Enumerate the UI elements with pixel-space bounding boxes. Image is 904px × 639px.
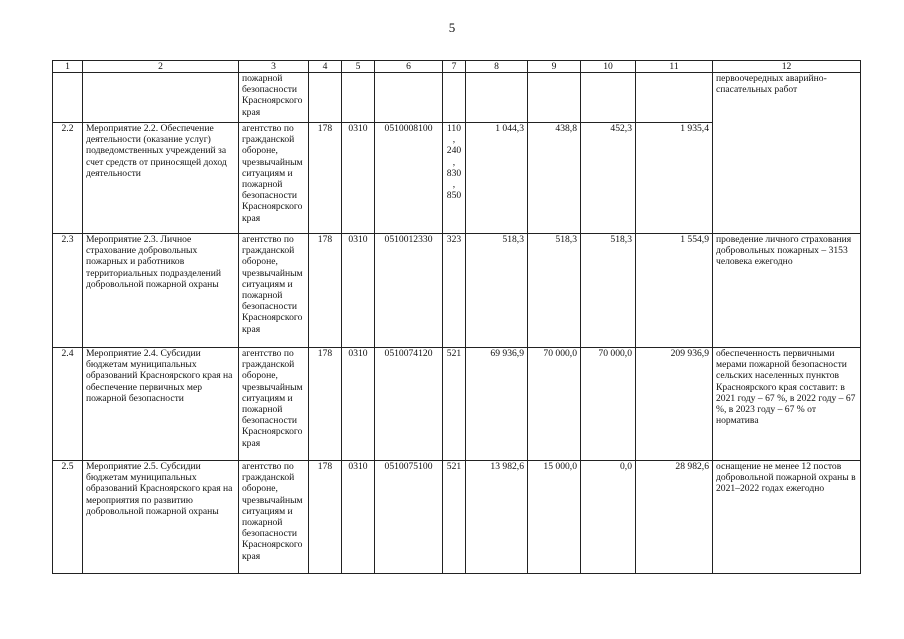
amount-col-10: 70 000,0 [581, 348, 636, 461]
page-number: 5 [448, 20, 456, 35]
row-number: 2.4 [53, 348, 83, 461]
section-code: 0310 [342, 461, 375, 574]
responsible-agency: агентство по гражданской обороне, чрезвычайным ситуациям и пожарной безопасности Красноярского края [239, 461, 309, 574]
col-header-11: 11 [636, 61, 713, 73]
amount-col-10: 518,3 [581, 234, 636, 348]
header-row [53, 61, 861, 73]
table-row [53, 73, 861, 123]
table-row [53, 234, 861, 348]
table-row [53, 461, 861, 574]
section-code: 0310 [342, 123, 375, 234]
amount-col-8: 1 044,3 [466, 123, 528, 234]
col-header-9: 9 [528, 61, 581, 73]
col-header-12: 12 [713, 61, 861, 73]
amount-col-8: 69 936,9 [466, 348, 528, 461]
grbs-code: 178 [309, 461, 342, 574]
amount-total: 209 936,9 [636, 348, 713, 461]
expected-result: оснащение не менее 12 постов добровольной пожарной охраны в 2021–2022 годах ежегодно [713, 461, 861, 574]
section-code: 0310 [342, 234, 375, 348]
table-row [53, 348, 861, 461]
amount-col-9: 518,3 [528, 234, 581, 348]
grbs-code [309, 73, 342, 123]
grbs-code: 178 [309, 348, 342, 461]
responsible-agency: пожарной безопасности Красноярского края [239, 73, 309, 123]
event-name: Мероприятие 2.5. Субсидии бюджетам муниципальных образований Красноярского края на мероприятия по развитию добровольной пожарной охраны [83, 461, 239, 574]
col-header-8: 8 [466, 61, 528, 73]
event-name: Мероприятие 2.4. Субсидии бюджетам муниципальных образований Красноярского края на обеспечение первичных мер пожарной безопасности [83, 348, 239, 461]
row-number: 2.5 [53, 461, 83, 574]
amount-total: 1 554,9 [636, 234, 713, 348]
col-header-10: 10 [581, 61, 636, 73]
target-article [375, 73, 443, 123]
amount-col-9: 438,8 [528, 123, 581, 234]
expense-type: 110, 240, 830, 850 [443, 123, 466, 234]
row-number: 2.3 [53, 234, 83, 348]
target-article: 0510075100 [375, 461, 443, 574]
row-number: 2.2 [53, 123, 83, 234]
responsible-agency: агентство по гражданской обороне, чрезвычайным ситуациям и пожарной безопасности Красноярского края [239, 234, 309, 348]
expense-type: 521 [443, 461, 466, 574]
grbs-code: 178 [309, 234, 342, 348]
amount-col-8: 518,3 [466, 234, 528, 348]
amount-total: 1 935,4 [636, 123, 713, 234]
section-code [342, 73, 375, 123]
amount-col-8 [466, 73, 528, 123]
responsible-agency: агентство по гражданской обороне, чрезвычайным ситуациям и пожарной безопасности Красноярского края [239, 123, 309, 234]
col-header-7: 7 [443, 61, 466, 73]
expense-type [443, 73, 466, 123]
col-header-2: 2 [83, 61, 239, 73]
grbs-code: 178 [309, 123, 342, 234]
section-code: 0310 [342, 348, 375, 461]
amount-total: 28 982,6 [636, 461, 713, 574]
amount-col-10 [581, 73, 636, 123]
expense-type: 521 [443, 348, 466, 461]
amount-total [636, 73, 713, 123]
target-article: 0510012330 [375, 234, 443, 348]
col-header-4: 4 [309, 61, 342, 73]
amount-col-10: 0,0 [581, 461, 636, 574]
col-header-5: 5 [342, 61, 375, 73]
col-header-1: 1 [53, 61, 83, 73]
amount-col-10: 452,3 [581, 123, 636, 234]
col-header-6: 6 [375, 61, 443, 73]
target-article: 0510008100 [375, 123, 443, 234]
event-name: Мероприятие 2.2. Обеспечение деятельности (оказание услуг) подведомственных учреждений за счет средств от приносящей доход деятельности [83, 123, 239, 234]
amount-col-9: 70 000,0 [528, 348, 581, 461]
expected-result: проведение личного страхования добровольных пожарных – 3153 человека ежегодно [713, 234, 861, 348]
responsible-agency: агентство по гражданской обороне, чрезвычайным ситуациям и пожарной безопасности Красноярского края [239, 348, 309, 461]
amount-col-9 [528, 73, 581, 123]
program-table [52, 60, 861, 574]
col-header-3: 3 [239, 61, 309, 73]
target-article: 0510074120 [375, 348, 443, 461]
event-name [83, 73, 239, 123]
expense-type: 323 [443, 234, 466, 348]
event-name: Мероприятие 2.3. Личное страхование добровольных пожарных и работников территориальных подразделений добровольной пожарной охраны [83, 234, 239, 348]
amount-col-9: 15 000,0 [528, 461, 581, 574]
amount-col-8: 13 982,6 [466, 461, 528, 574]
expected-result: первоочередных аварийно-спасательных работ [713, 73, 861, 234]
row-number [53, 73, 83, 123]
expected-result: обеспеченность первичными мерами пожарной безопасности сельских населенных пунктов Красноярского края составит: в 2021 году – 67 %, в 2022 году – 67 %, в 2023 году – 67 % от норматива [713, 348, 861, 461]
